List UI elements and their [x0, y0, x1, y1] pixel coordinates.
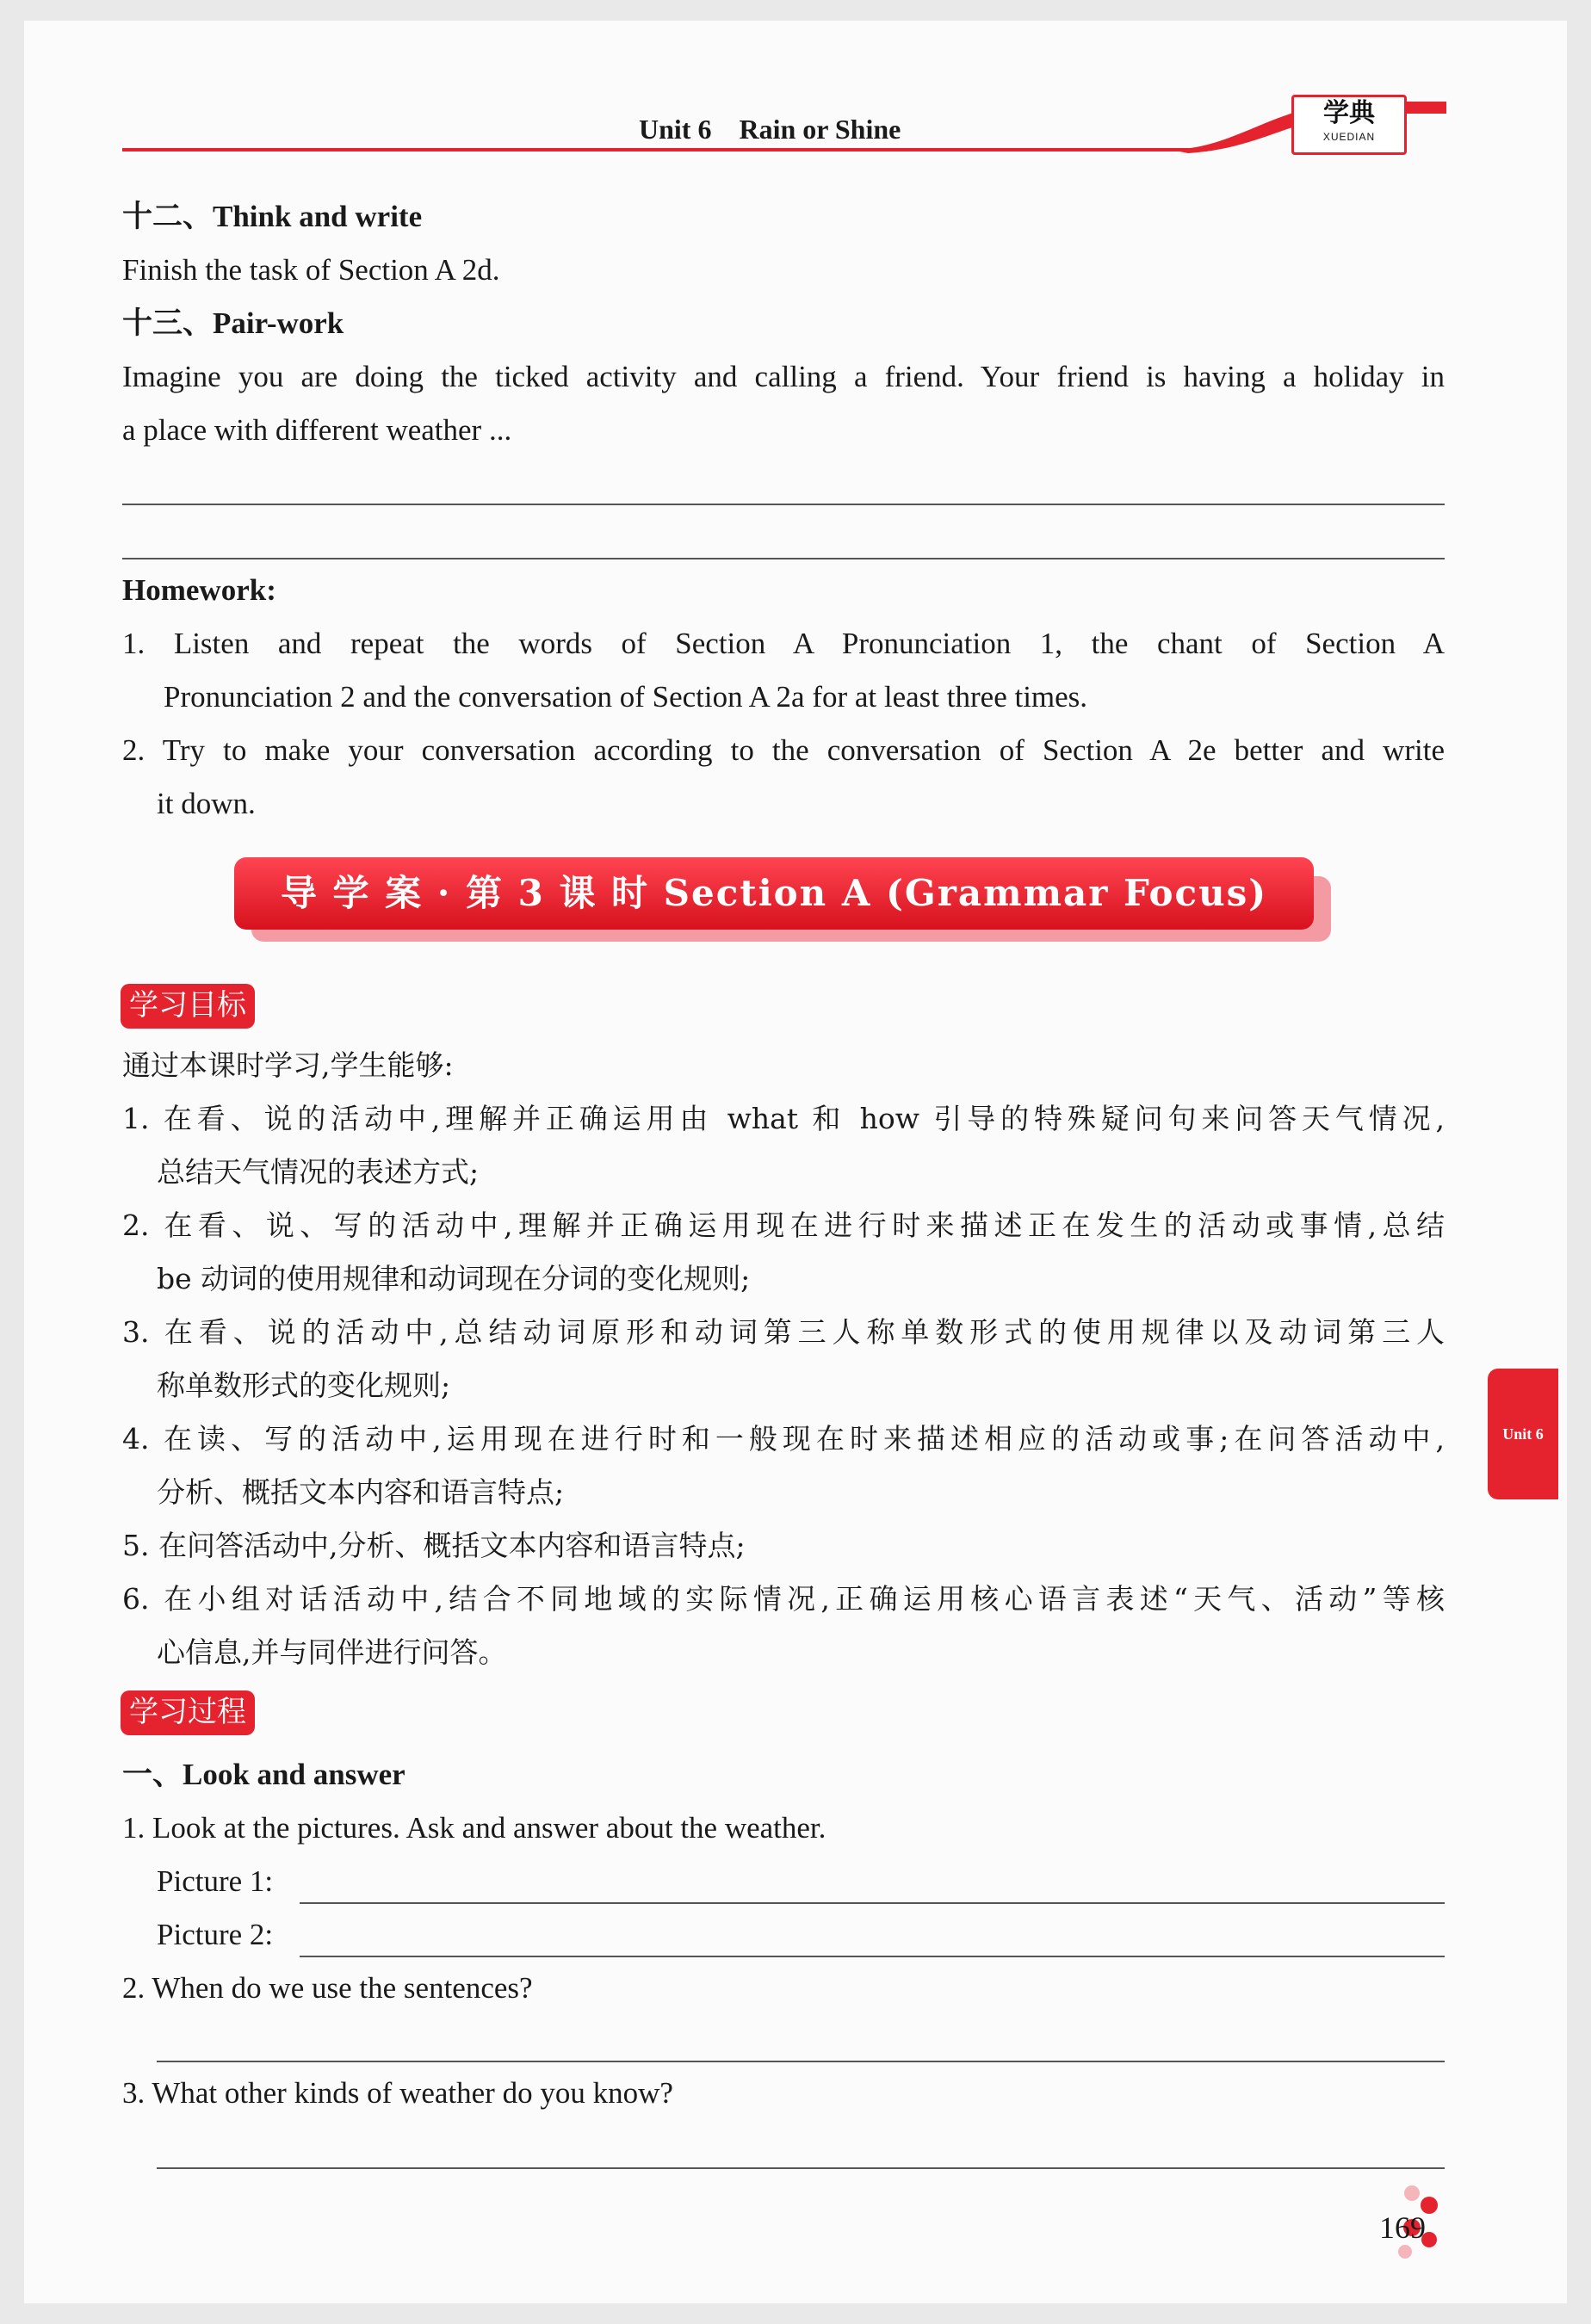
objective-line: be 动词的使用规律和动词现在分词的变化规则; — [157, 1262, 751, 1295]
picture1-label: Picture 1: — [157, 1864, 274, 1898]
header-title: Unit 6 Rain or Shine — [639, 114, 901, 145]
process-label: 学习过程 — [121, 1690, 255, 1735]
section12-heading: 十二、Think and write — [122, 200, 423, 233]
question-1: 1. Look at the pictures. Ask and answer about the weather. — [122, 1811, 826, 1845]
objective-line: 4. 在读、写的活动中,运用现在进行时和一般现在时来描述相应的活动或事;在问答活动中, — [122, 1422, 1445, 1456]
question2-answer-line[interactable] — [157, 2061, 1445, 2062]
answer-line — [122, 558, 1445, 559]
homework-item2-line2: it down. — [157, 787, 256, 820]
objectives-intro: 通过本课时学习,学生能够: — [122, 1048, 454, 1082]
section13-heading: 十三、Pair-work — [122, 306, 344, 340]
objective-line: 1. 在看、说的活动中,理解并正确运用由 what 和 how 引导的特殊疑问句来问答天气情况, — [122, 1102, 1445, 1135]
objective-line: 3. 在看、说的活动中,总结动词原形和动词第三人称单数形式的使用规律以及动词第三人 — [122, 1315, 1445, 1349]
homework-item1-line2: Pronunciation 2 and the conversation of Section A 2a for at least three times. — [164, 680, 1088, 714]
objective-line: 分析、概括文本内容和语言特点; — [157, 1475, 565, 1509]
objective-line: 总结天气情况的表述方式; — [157, 1155, 480, 1189]
homework-heading: Homework: — [122, 573, 276, 607]
picture1-answer-line[interactable] — [300, 1902, 1445, 1904]
homework-item2-line1: 2. Try to make your conversation according to the conversation of Section A 2e better and write — [122, 733, 1445, 767]
page-number: 169 — [1379, 2210, 1426, 2245]
process-heading: 一、Look and answer — [122, 1758, 405, 1791]
answer-line — [122, 504, 1445, 505]
homework-item1-line1: 1. Listen and repeat the words of Section A Pronunciation 1, the chant of Section A — [122, 627, 1445, 660]
lesson-banner: 导 学 案 · 第 3 课 时 Section A (Grammar Focus) — [234, 857, 1314, 930]
objectives-label: 学习目标 — [121, 984, 255, 1029]
section12-text: Finish the task of Section A 2d. — [122, 253, 500, 287]
picture2-label: Picture 2: — [157, 1918, 274, 1951]
header-rule — [122, 148, 1207, 151]
objective-line: 称单数形式的变化规则; — [157, 1369, 451, 1402]
objective-line: 6. 在小组对话活动中,结合不同地域的实际情况,正确运用核心语言表述“天气、活动”等核 — [122, 1582, 1445, 1616]
question-2: 2. When do we use the sentences? — [122, 1971, 533, 2005]
question3-answer-line[interactable] — [157, 2167, 1445, 2169]
section13-text-line2: a place with different weather ... — [122, 413, 512, 447]
picture2-answer-line[interactable] — [300, 1956, 1445, 1957]
xuedian-logo: 学典 XUEDIAN — [1291, 95, 1407, 155]
question-3: 3. What other kinds of weather do you know? — [122, 2076, 673, 2110]
section13-text-line1: Imagine you are doing the ticked activity and calling a friend. Your friend is having a holiday in — [122, 360, 1445, 393]
objective-line: 5. 在问答活动中,分析、概括文本内容和语言特点; — [122, 1529, 746, 1562]
objective-line: 2. 在看、说、写的活动中,理解并正确运用现在进行时来描述正在发生的活动或事情,总结 — [122, 1208, 1445, 1242]
objective-line: 心信息,并与同伴进行问答。 — [157, 1635, 507, 1669]
unit-side-tab: Unit 6 — [1488, 1369, 1558, 1499]
